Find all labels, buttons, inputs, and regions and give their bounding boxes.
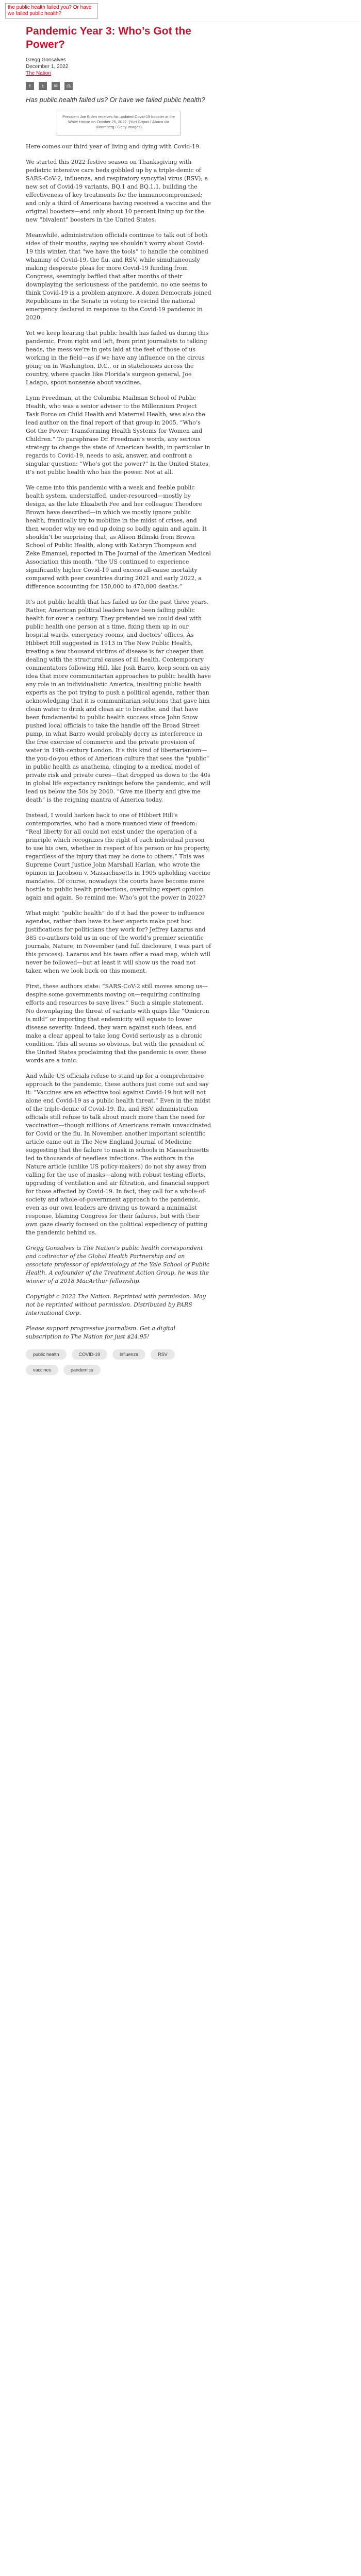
print-icon[interactable]: ⎙: [64, 82, 73, 90]
paragraph-7: It’s not public health that has failed us for the past three years. Rather, American political leaders have been failing public health for over a century. They pretended we could deal with public health one person at a time, fixing them up in our hospital wards, emergency rooms, and doctors’ offices. As Hibbert Hill suggested in 1913 in The New Public Health, treating a few thousand victims of disease is far cheaper than dealing with the structural causes of ill health. Contemporary commentators following Hill, like Josh Barro, keep scorn on any idea that more communitarian approaches to public health have any role in an individualistic America, insulting public health experts as the pot trying to push a political agenda, rather than acknowledging that it is communitarian solutions that gave him clean water to drink and clean air to breathe, and that have been fundamental to public health success since John Snow pushed local officials to take the handle off the Broad Street pump, in what Barro would probably decry as interference in the free exercise of commerce and the private provision of water in 19th-century London. It’s this kind of libertarianism—the you-do-you ethos of American culture that sees the “public” in public health as anathema, clinging to a medical model of private risk and private cures—that dropped us down to the 40s in global life expectancy rankings before the pandemic, and will lead us below the 50s by 2040. “Give me liberty and give me death” is the reigning mantra of America today.: [26, 599, 211, 803]
paragraph-6: We came into this pandemic with a weak and feeble public health system, understaffed, under-resourced—mostly by design, as the late Elizabeth Fee and her colleague Theodore Brown have described—in which we mostly ignore public health, frantically try to mobilize in the midst of crises, and then wonder why we end up doing so badly again and again. It shouldn’t be surprising that, as Alison Bilinski from Brown School of Public Health, along with Kathryn Thompson and Zeke Emanuel, reported in The Journal of the American Medical Association this month, “the US continued to experience significantly higher Covid-19 and excess all-cause mortality compared with peer countries during 2021 and early 2022, a difference accounting for 150,000 to 470,000 deaths.”: [26, 484, 211, 590]
article-dek: Has public health failed us? Or have we failed public health?: [26, 96, 205, 104]
article-body: [26, 143, 211, 1237]
paragraph-2: We started this 2022 festive season on Thanksgiving with pediatric intensive care beds gobbled up by a triple-demic of SARS-CoV-2, influenza, and respiratory syncytial virus (RSV); a new set of Covid-19 variants, BQ.1 and BQ.1.1, building the effectiveness of key treatments for the immunocompromised; and only a third of Americans having received a vaccine and the original boosters—and only about 10 percent lining up for the new “bivalent” boosters in the United States.: [26, 159, 211, 223]
tag-list: [26, 1348, 180, 1379]
article: [26, 22, 211, 1379]
author-name: Gregg Gonsalves: [26, 57, 66, 63]
tag-rsv[interactable]: RSV: [151, 1349, 175, 1360]
tag-covid-19[interactable]: COVID-19: [72, 1349, 108, 1360]
tag-vaccines[interactable]: vaccines: [26, 1365, 58, 1375]
paragraph-3: Meanwhile, administration officials continue to talk out of both sides of their mouths, saying we shouldn’t worry about Covid-19 this winter, that “we have the tools” to handle the combined whammy of Covid-19, the flu, and RSV, while simultaneously making desperate pleas for more Covid-19 funding from Congress, seemingly baffled that after months of their downplaying the seriousness of the pandemic, no one seems to think Covid-19 is a problem anymore. A dozen Democrats joined Republicans in the Senate in voting to rescind the national emergency declared in response to the Covid-19 pandemic in 2020.: [26, 232, 211, 321]
tag-pandemics[interactable]: pandemics: [63, 1365, 101, 1375]
paragraph-4: Yet we keep hearing that public health has failed us during this pandemic. From right and left, from print journalists to talking heads, the mess we’re in gets laid at the feet of those of us working in the field—as if we have any influence on the circus going on in Washington, D.C., or in statehouses across the country, where quacks like Florida’s surgeon general, Joe Ladapo, spout nonsense about vaccines.: [26, 330, 209, 386]
paragraph-1: Here comes our third year of living and dying with Covid-19.: [26, 143, 201, 150]
paragraph-10: First, these authors state: “SARS-CoV-2 still moves among us—despite some governments moving on—requiring continuing efforts and resources to save lives.” Such a simple statement. No downplaying the threat of variants with quips like “Omicron is mild” or importing that endemicity will equate to lower disease severity. Indeed, they warn against such ideas, and make a clear appeal to take long Covid seriously as a chronic condition. This all seems so obvious, but with the president of the United States proclaiming that the pandemic is over, these words are a tonic.: [26, 983, 209, 1064]
article-title: Pandemic Year 3: Who’s Got the Power?: [26, 25, 191, 50]
copyright-notice: Copyright c 2022 The Nation. Reprinted with permission. May not be reprinted without permission. Distributed by PARS International Corp.: [26, 1293, 206, 1316]
publication-link[interactable]: The Nation: [26, 71, 51, 76]
publish-date: December 1, 2022: [26, 64, 69, 70]
publication-logo-image[interactable]: the public health failed you? Or have we failed public health?: [5, 3, 98, 19]
byline: [26, 57, 211, 77]
paragraph-8: Instead, I would harken back to one of Hibbert Hill’s contemporaries, who had a more nuanced view of freedom: “Real liberty for all could not exist under the operation of a principle which recognizes the right of each individual person to use his own, whether in respect of his person or his property, regardless of the injury that may be done to others.” This was Supreme Court Justice John Marshall Harlan, who wrote the opinion in Jacobson v. Massachusetts in 1905 upholding vaccine mandates. Of course, nowadays the courts have become more hostile to public health protections, overruling expert opinion again and again. So remind me: Who’s got the power in 2022?: [26, 812, 211, 901]
facebook-icon[interactable]: f: [26, 82, 34, 90]
subscribe-appeal[interactable]: Please support progressive journalism. Get a digital subscription to The Nation for just $24.95!: [26, 1325, 176, 1340]
paragraph-11: And while US officials refuse to stand up for a comprehensive approach to the pandemic, these authors just come out and say it: “Vaccines are an effective tool against Covid-19 but will not alone end Covid-19 as a public health threat.” Even in the midst of the triple-demic of Covid-19, flu, and RSV, administration officials still refuse to talk about much more than the need for vaccination—though millions of Americans remain unvaccinated for Covid or the flu. In November, another important scientific article came out in The New England Journal of Medicine suggesting that the failure to mask in schools in Massachusetts led to thousands of needless infections. The authors in the Nature article (unlike US policy-makers) do not shy away from calling for the use of masks—along with robust testing efforts, upgrading of ventilation and air filtration, and financial support for those affected by Covid-19. In fact, they call for a whole-of-society and whole-of-government approach to the pandemic, even as our own leaders are driving us toward a minimalist response, blaming Congress for their failures, but with their own gaze clearly focused on the political expediency of putting the pandemic behind us.: [26, 1073, 211, 1236]
author-bio: [26, 1244, 211, 1341]
header-bar: [0, 0, 361, 22]
tag-public-health[interactable]: public health: [26, 1349, 67, 1360]
bio-text: Gregg Gonsalves is The Nation’s public health correspondent and codirector of the Global Health Partnership and an associate professor of epidemiology at the Yale School of Public Health. A cofounder of the Treatment Action Group, he was the winner of a 2018 MacArthur fellowship.: [26, 1245, 210, 1284]
tag-influenza[interactable]: influenza: [112, 1349, 145, 1360]
paragraph-5: Lynn Freedman, at the Columbia Mailman School of Public Health, who was a senior adviser to the Millennium Project Task Force on Child Health and Maternal Health, was also the lead author on the final report of that group in 2005, “Who’s Got the Power: Transforming Health Systems for Women and Children.” To paraphrase Dr. Freedman’s words, any serious strategy to change the state of American health, in particular in regards to Covid-19, needs to ask, answer, and confront a singular question: “Who’s got the power?” In the United States, it’s not public health who has the power. Not at all.: [26, 395, 210, 476]
email-icon[interactable]: ✉: [52, 82, 60, 90]
twitter-icon[interactable]: t: [39, 82, 47, 90]
paragraph-9: What might “public health” do if it had the power to influence agendas, rather than have its best experts make post hoc justifications for politicians they work for? Jeffrey Lazarus and 385 co-authors told us in one of the world’s premier scientific journals, Nature, in November (and full disclosure, I was part of this process). Lazarus and his team offer a road map, which will never be followed—but at least it will show us the road not taken when we look back on this moment.: [26, 910, 211, 974]
article-image-caption: President Joe Biden receives his updated Covid-19 booster at the White House on October 25, 2022. (Yuri Gripas / Abaca via Bloomberg / Getty Images): [57, 111, 180, 135]
share-bar: [26, 82, 211, 90]
